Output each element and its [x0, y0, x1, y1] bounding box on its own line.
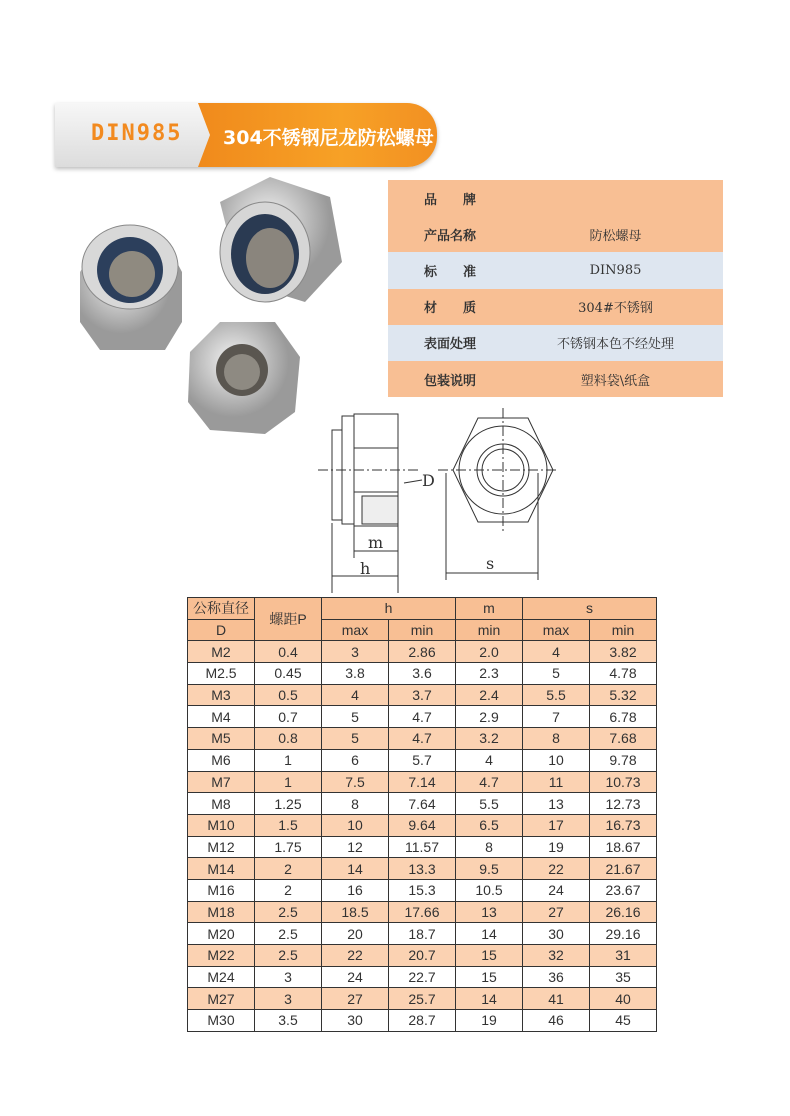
- info-key: 包装说明: [424, 373, 477, 389]
- table-cell: 3.6: [389, 663, 456, 685]
- table-cell: 8: [523, 728, 590, 750]
- table-row: [188, 858, 657, 880]
- table-cell: M22: [188, 945, 255, 967]
- table-cell: 4: [523, 641, 590, 663]
- col-mmin: min: [456, 619, 523, 641]
- table-cell: 19: [523, 836, 590, 858]
- table-cell: 13.3: [389, 858, 456, 880]
- col-h-header: h: [322, 598, 456, 620]
- table-cell: 22: [322, 945, 389, 967]
- table-cell: 8: [456, 836, 523, 858]
- info-value: 304#不锈钢: [578, 301, 653, 317]
- col-smax: max: [523, 619, 590, 641]
- table-cell: 6.5: [456, 814, 523, 836]
- table-cell: 0.45: [255, 663, 322, 685]
- table-cell: 4: [322, 684, 389, 706]
- table-cell: 31: [590, 945, 657, 967]
- table-row: [188, 684, 657, 706]
- label-m: m: [368, 533, 384, 552]
- col-hmax: max: [322, 619, 389, 641]
- table-row: [188, 966, 657, 988]
- info-row: [388, 325, 723, 361]
- table-cell: 16: [322, 879, 389, 901]
- header-row: [188, 598, 657, 620]
- table-cell: M27: [188, 988, 255, 1010]
- table-row: [188, 836, 657, 858]
- table-cell: M20: [188, 923, 255, 945]
- table-cell: M14: [188, 858, 255, 880]
- table-cell: M2: [188, 641, 255, 663]
- table-cell: 45: [590, 1010, 657, 1032]
- table-cell: M2.5: [188, 663, 255, 685]
- table-cell: 2.5: [255, 945, 322, 967]
- table-row: [188, 728, 657, 750]
- info-key: 品 牌: [424, 192, 477, 208]
- table-cell: 27: [523, 901, 590, 923]
- info-row: [388, 252, 723, 288]
- table-cell: 18.5: [322, 901, 389, 923]
- table-row: [188, 771, 657, 793]
- table-cell: M5: [188, 728, 255, 750]
- table-row: [188, 814, 657, 836]
- table-cell: M7: [188, 771, 255, 793]
- table-cell: 40: [590, 988, 657, 1010]
- table-cell: 7.68: [590, 728, 657, 750]
- table-cell: 2: [255, 858, 322, 880]
- table-cell: M3: [188, 684, 255, 706]
- table-cell: 29.16: [590, 923, 657, 945]
- table-cell: 0.7: [255, 706, 322, 728]
- nut-image: [80, 225, 182, 350]
- table-cell: 3: [255, 966, 322, 988]
- table-row: [188, 879, 657, 901]
- table-cell: 7.64: [389, 793, 456, 815]
- col-d-sub: D: [188, 619, 255, 641]
- table-cell: 5.7: [389, 749, 456, 771]
- info-row: [388, 361, 723, 397]
- table-cell: 27: [322, 988, 389, 1010]
- label-d: D: [422, 471, 435, 490]
- table-cell: 3.8: [322, 663, 389, 685]
- table-cell: 4: [456, 749, 523, 771]
- table-cell: 7: [523, 706, 590, 728]
- table-cell: 5.32: [590, 684, 657, 706]
- table-cell: 24: [523, 879, 590, 901]
- table-cell: 4.7: [389, 728, 456, 750]
- table-cell: 18.7: [389, 923, 456, 945]
- table-cell: 13: [523, 793, 590, 815]
- table-cell: M30: [188, 1010, 255, 1032]
- table-cell: 2.4: [456, 684, 523, 706]
- table-cell: 11: [523, 771, 590, 793]
- label-h: h: [360, 559, 371, 578]
- info-key: 产品名称: [424, 228, 477, 244]
- table-cell: 5.5: [456, 793, 523, 815]
- table-cell: 14: [456, 923, 523, 945]
- table-cell: 2: [255, 879, 322, 901]
- table-cell: M8: [188, 793, 255, 815]
- table-cell: M16: [188, 879, 255, 901]
- dimension-table: [187, 597, 657, 1032]
- table-cell: 1.75: [255, 836, 322, 858]
- table-cell: 9.5: [456, 858, 523, 880]
- table-cell: 4.78: [590, 663, 657, 685]
- info-value: 塑料袋\纸盒: [580, 373, 651, 389]
- table-cell: 20.7: [389, 945, 456, 967]
- info-key: 材 质: [424, 301, 477, 317]
- table-cell: 5: [322, 706, 389, 728]
- table-cell: 1: [255, 771, 322, 793]
- table-cell: 5: [523, 663, 590, 685]
- table-row: [188, 641, 657, 663]
- table-cell: 15: [456, 945, 523, 967]
- table-cell: 0.4: [255, 641, 322, 663]
- col-d-header: 公称直径: [188, 598, 255, 620]
- nut-image: [220, 177, 342, 302]
- table-cell: 23.67: [590, 879, 657, 901]
- table-cell: M4: [188, 706, 255, 728]
- table-cell: 2.5: [255, 923, 322, 945]
- table-cell: 18.67: [590, 836, 657, 858]
- table-cell: 12.73: [590, 793, 657, 815]
- table-cell: 14: [456, 988, 523, 1010]
- table-cell: 2.9: [456, 706, 523, 728]
- info-value: 防松螺母: [589, 228, 642, 244]
- table-cell: 35: [590, 966, 657, 988]
- info-row: [388, 216, 723, 252]
- table-cell: 6.78: [590, 706, 657, 728]
- table-cell: 7.14: [389, 771, 456, 793]
- table-cell: 6: [322, 749, 389, 771]
- table-cell: 10: [322, 814, 389, 836]
- table-cell: 22: [523, 858, 590, 880]
- table-row: [188, 749, 657, 771]
- dimension-drawing: [318, 408, 558, 593]
- info-key: 表面处理: [424, 337, 477, 353]
- table-cell: 25.7: [389, 988, 456, 1010]
- table-cell: 0.8: [255, 728, 322, 750]
- table-cell: 20: [322, 923, 389, 945]
- table-cell: 3.82: [590, 641, 657, 663]
- info-row: [388, 180, 723, 216]
- table-cell: 41: [523, 988, 590, 1010]
- table-cell: 4.7: [456, 771, 523, 793]
- col-m-header: m: [456, 598, 523, 620]
- table-cell: 7.5: [322, 771, 389, 793]
- info-value: 不锈钢本色不经处理: [556, 337, 674, 353]
- standard-code: DIN985: [91, 121, 183, 146]
- table-cell: M12: [188, 836, 255, 858]
- info-value: DIN985: [589, 262, 642, 278]
- table-cell: 2.5: [255, 901, 322, 923]
- table-cell: 12: [322, 836, 389, 858]
- table-cell: 19: [456, 1010, 523, 1032]
- table-cell: 32: [523, 945, 590, 967]
- table-cell: 11.57: [389, 836, 456, 858]
- table-row: [188, 793, 657, 815]
- table-cell: 15.3: [389, 879, 456, 901]
- col-smin: min: [590, 619, 657, 641]
- table-row: [188, 1010, 657, 1032]
- table-cell: 3.7: [389, 684, 456, 706]
- table-cell: 16.73: [590, 814, 657, 836]
- table-cell: 4.7: [389, 706, 456, 728]
- info-row: [388, 289, 723, 325]
- table-cell: 3.2: [456, 728, 523, 750]
- table-cell: 21.67: [590, 858, 657, 880]
- table-cell: M10: [188, 814, 255, 836]
- table-cell: M24: [188, 966, 255, 988]
- table-cell: 22.7: [389, 966, 456, 988]
- table-cell: 3: [322, 641, 389, 663]
- table-cell: M18: [188, 901, 255, 923]
- table-cell: 0.5: [255, 684, 322, 706]
- table-row: [188, 988, 657, 1010]
- table-cell: 28.7: [389, 1010, 456, 1032]
- table-cell: 14: [322, 858, 389, 880]
- table-cell: 26.16: [590, 901, 657, 923]
- table-cell: 5.5: [523, 684, 590, 706]
- table-cell: 2.3: [456, 663, 523, 685]
- col-hmin: min: [389, 619, 456, 641]
- table-cell: 3: [255, 988, 322, 1010]
- table-cell: 9.64: [389, 814, 456, 836]
- table-cell: 5: [322, 728, 389, 750]
- product-title: 304不锈钢尼龙防松螺母: [223, 127, 434, 149]
- label-s: s: [486, 554, 495, 573]
- table-cell: 17.66: [389, 901, 456, 923]
- table-row: [188, 901, 657, 923]
- table-cell: 9.78: [590, 749, 657, 771]
- table-cell: 15: [456, 966, 523, 988]
- table-cell: 46: [523, 1010, 590, 1032]
- table-row: [188, 945, 657, 967]
- table-cell: 10.5: [456, 879, 523, 901]
- nut-image: [188, 322, 300, 434]
- title-banner: [55, 103, 437, 167]
- table-cell: M6: [188, 749, 255, 771]
- table-cell: 3.5: [255, 1010, 322, 1032]
- table-cell: 13: [456, 901, 523, 923]
- table-cell: 30: [322, 1010, 389, 1032]
- table-cell: 10: [523, 749, 590, 771]
- table-cell: 1: [255, 749, 322, 771]
- table-cell: 36: [523, 966, 590, 988]
- table-cell: 10.73: [590, 771, 657, 793]
- product-photo: [70, 172, 370, 442]
- table-cell: 8: [322, 793, 389, 815]
- table-cell: 17: [523, 814, 590, 836]
- table-cell: 1.5: [255, 814, 322, 836]
- table-cell: 1.25: [255, 793, 322, 815]
- table-row: [188, 663, 657, 685]
- table-cell: 2.0: [456, 641, 523, 663]
- info-key: 标 准: [424, 264, 477, 280]
- table-row: [188, 923, 657, 945]
- table-cell: 30: [523, 923, 590, 945]
- table-row: [188, 706, 657, 728]
- spec-info-table: [388, 180, 723, 397]
- table-cell: 2.86: [389, 641, 456, 663]
- col-s-header: s: [523, 598, 657, 620]
- table-cell: 24: [322, 966, 389, 988]
- col-pitch-header: 螺距P: [255, 598, 322, 641]
